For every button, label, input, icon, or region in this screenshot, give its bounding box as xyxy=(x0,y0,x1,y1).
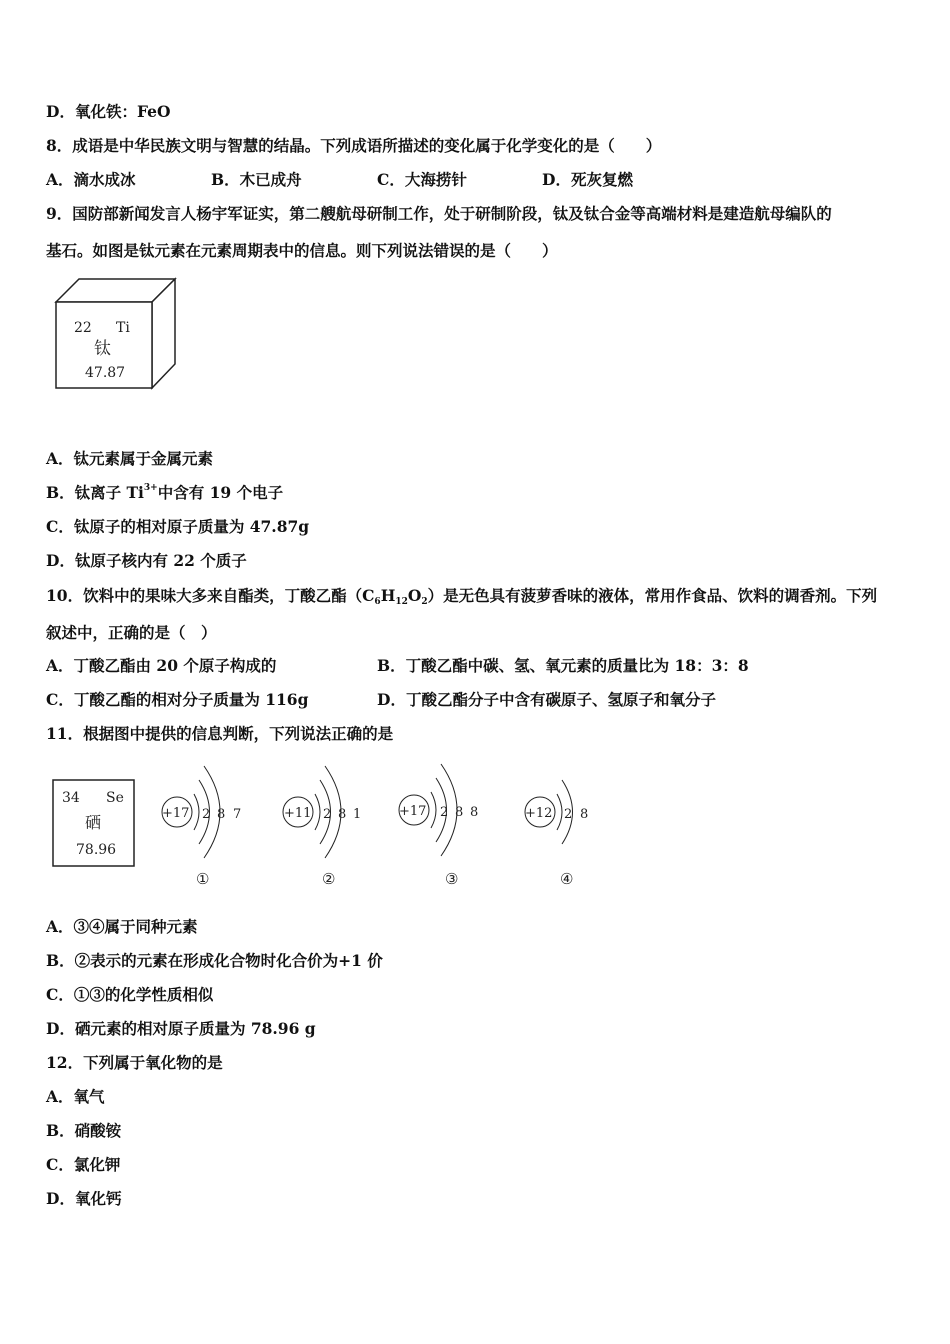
q12-option-b: B．硝酸铵 xyxy=(46,1121,122,1140)
atom-diagram-2 xyxy=(283,766,361,888)
q10-h: H xyxy=(380,586,396,605)
q11-option-c: C．①③的化学性质相似 xyxy=(46,985,214,1004)
q11-option-b: B．②表示的元素在形成化合物时化合价为+1 价 xyxy=(46,951,383,970)
atom-3-shell-1: 2 xyxy=(440,805,449,820)
se-atomic-number: 34 xyxy=(62,790,80,806)
q9-option-a: A．钛元素属于金属元素 xyxy=(46,449,214,468)
q12-option-d: D．氧化钙 xyxy=(46,1189,122,1208)
q9-option-d: D．钛原子核内有 22 个质子 xyxy=(46,551,247,570)
q11-option-a: A．③④属于同种元素 xyxy=(46,917,198,936)
atom-3-nucleus: +17 xyxy=(399,804,427,819)
atom-2-shell-2: 8 xyxy=(338,807,347,822)
atom-diagram-4 xyxy=(525,780,588,888)
atom-1-shell-3: 7 xyxy=(233,807,242,822)
atom-2-nucleus: +11 xyxy=(284,806,312,821)
atom-diagram-1 xyxy=(162,766,241,888)
q9-option-b xyxy=(46,483,283,503)
q8-option-c: C．大海捞针 xyxy=(377,170,467,189)
q11-stem: 11．根据图中提供的信息判断，下列说法正确的是 xyxy=(46,724,394,743)
atom-2-shell-1: 2 xyxy=(323,807,332,822)
titanium-element-cube xyxy=(52,275,182,395)
q9-option-b-charge: 3+ xyxy=(143,483,158,493)
atom-diagram-3 xyxy=(399,764,478,888)
q10-sub-c: 6 xyxy=(374,597,381,607)
q8-option-d: D．死灰复燃 xyxy=(542,170,633,189)
q8-option-a: A．滴水成冰 xyxy=(46,170,136,189)
ti-symbol: Ti xyxy=(116,320,130,336)
atom-2-shell-3: 1 xyxy=(353,807,362,822)
ti-name: 钛 xyxy=(94,339,111,359)
ti-atomic-mass: 47.87 xyxy=(85,365,126,381)
q10-stem-line2: 叙述中，正确的是（ ） xyxy=(46,623,217,642)
q12-option-c: C．氯化钾 xyxy=(46,1155,121,1174)
q7-option-d: D．氧化铁：FeO xyxy=(46,102,171,121)
atom-3-shell-3: 8 xyxy=(470,805,479,820)
q9-option-c: C．钛原子的相对原子质量为 47.87g xyxy=(46,517,310,536)
q10-o: O xyxy=(407,586,422,605)
se-symbol: Se xyxy=(106,790,124,806)
q10-sub-o: 2 xyxy=(421,597,428,607)
q10-option-d: D．丁酸乙酯分子中含有碳原子、氢原子和氧分子 xyxy=(377,690,716,709)
q8-option-b: B．木已成舟 xyxy=(211,170,302,189)
atom-1-shell-2: 8 xyxy=(217,807,226,822)
atom-1-label: ① xyxy=(196,870,210,888)
q9-stem-line1: 9．国防部新闻发言人杨宇军证实，第二艘航母研制工作，处于研制阶段，钛及钛合金等高端材料是建造航母编队的 xyxy=(46,204,832,223)
q12-option-a: A．氧气 xyxy=(46,1087,105,1106)
atom-4-nucleus: +12 xyxy=(525,806,553,821)
atom-3-shell-2: 8 xyxy=(455,805,464,820)
atom-2-label: ② xyxy=(322,870,336,888)
q10-option-a: A．丁酸乙酯由 20 个原子构成的 xyxy=(46,656,277,675)
q8-stem: 8．成语是中华民族文明与智慧的结晶。下列成语所描述的变化属于化学变化的是（ ） xyxy=(46,136,662,155)
q10-stem-post: ）是无色具有菠萝香味的液体，常用作食品、饮料的调香剂。下列 xyxy=(427,586,878,605)
q10-option-c: C．丁酸乙酯的相对分子质量为 116g xyxy=(46,690,309,709)
atom-4-shell-1: 2 xyxy=(564,807,573,822)
se-name: 硒 xyxy=(85,813,102,832)
q11-figure xyxy=(50,750,610,895)
atom-1-nucleus: +17 xyxy=(162,806,190,821)
atom-3-label: ③ xyxy=(445,870,459,888)
q9-stem-line2: 基石。如图是钛元素在元素周期表中的信息。则下列说法错误的是（ ） xyxy=(46,241,558,260)
q10-stem-pre: 10．饮料中的果味大多来自酯类，丁酸乙酯（C xyxy=(46,586,375,605)
atom-4-shell-2: 8 xyxy=(580,807,589,822)
q10-option-b: B．丁酸乙酯中碳、氢、氧元素的质量比为 18：3：8 xyxy=(377,656,749,675)
ti-atomic-number: 22 xyxy=(74,320,92,336)
q10-sub-h: 12 xyxy=(395,597,408,607)
q9-option-b-post: 中含有 19 个电子 xyxy=(157,483,284,502)
q12-stem: 12．下列属于氧化物的是 xyxy=(46,1053,223,1072)
se-atomic-mass: 78.96 xyxy=(76,842,117,858)
q9-option-b-pre: B．钛离子 Ti xyxy=(46,483,144,502)
atom-4-label: ④ xyxy=(560,870,574,888)
q11-option-d: D．硒元素的相对原子质量为 78.96 g xyxy=(46,1019,316,1038)
atom-1-shell-1: 2 xyxy=(202,807,211,822)
q10-stem-line1 xyxy=(46,586,877,606)
